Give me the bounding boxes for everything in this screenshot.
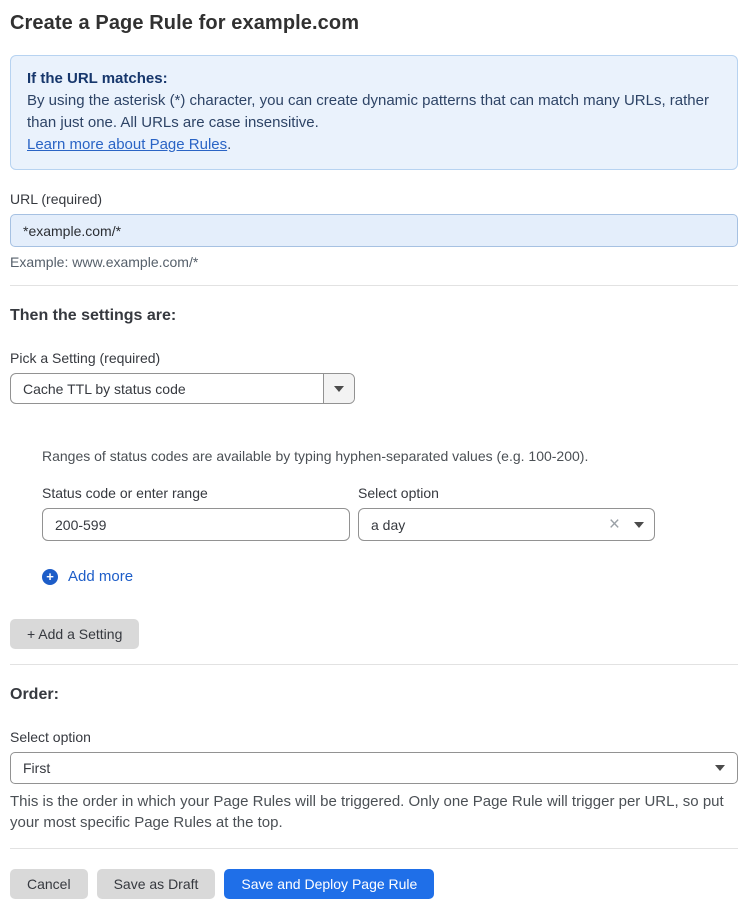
- url-example-text: Example: www.example.com/*: [10, 254, 199, 270]
- order-help-text: This is the order in which your Page Rules will be triggered. Only one Page Rule will trigger per URL, so put your most specific Page Rules at the top.: [10, 792, 724, 831]
- save-draft-button[interactable]: Save as Draft: [97, 869, 216, 899]
- cancel-button[interactable]: Cancel: [10, 869, 88, 899]
- order-heading: Order:: [10, 685, 59, 703]
- info-box-body: By using the asterisk (*) character, you can create dynamic patterns that can match many URLs, rather than just one. All URLs are case insensitive.: [27, 92, 709, 131]
- save-deploy-button[interactable]: Save and Deploy Page Rule: [224, 869, 434, 899]
- settings-heading: Then the settings are:: [10, 307, 177, 324]
- divider: [10, 664, 738, 665]
- order-select[interactable]: [10, 752, 738, 784]
- order-select-value: First: [23, 759, 51, 776]
- chevron-down-icon: [715, 765, 725, 771]
- url-label: URL (required): [10, 191, 103, 207]
- info-box-link-line: [27, 134, 721, 156]
- pick-setting-label: Pick a Setting (required): [10, 350, 161, 366]
- status-code-input[interactable]: [42, 508, 350, 541]
- url-input[interactable]: [10, 214, 738, 247]
- chevron-down-icon: [334, 386, 344, 392]
- url-match-info-box: [10, 55, 738, 170]
- add-setting-button[interactable]: + Add a Setting: [10, 619, 139, 649]
- add-more-link[interactable]: [42, 568, 133, 585]
- plus-circle-icon: [42, 569, 58, 585]
- page-title: Create a Page Rule for example.com: [10, 12, 360, 34]
- chevron-down-icon[interactable]: [634, 522, 644, 528]
- learn-more-link[interactable]: Learn more about Page Rules: [27, 136, 228, 153]
- footer-actions: [10, 869, 738, 899]
- add-more-label: Add more: [68, 568, 134, 585]
- pick-setting-select[interactable]: [10, 373, 355, 404]
- clear-icon[interactable]: [609, 515, 620, 534]
- info-box-heading: If the URL matches:: [27, 70, 168, 87]
- ttl-select-value: a day: [371, 516, 406, 533]
- select-arrow-box[interactable]: [323, 374, 354, 403]
- ranges-hint-text: Ranges of status codes are available by typing hyphen-separated values (e.g. 100-200).: [42, 448, 589, 464]
- divider: [10, 848, 738, 849]
- link-suffix: .: [227, 136, 232, 153]
- ttl-select[interactable]: [358, 508, 655, 541]
- order-select-label: Select option: [10, 728, 91, 745]
- divider: [10, 285, 738, 286]
- pick-setting-value: Cache TTL by status code: [23, 380, 186, 397]
- ttl-select-label: Select option: [358, 485, 439, 501]
- status-code-label: Status code or enter range: [42, 485, 208, 501]
